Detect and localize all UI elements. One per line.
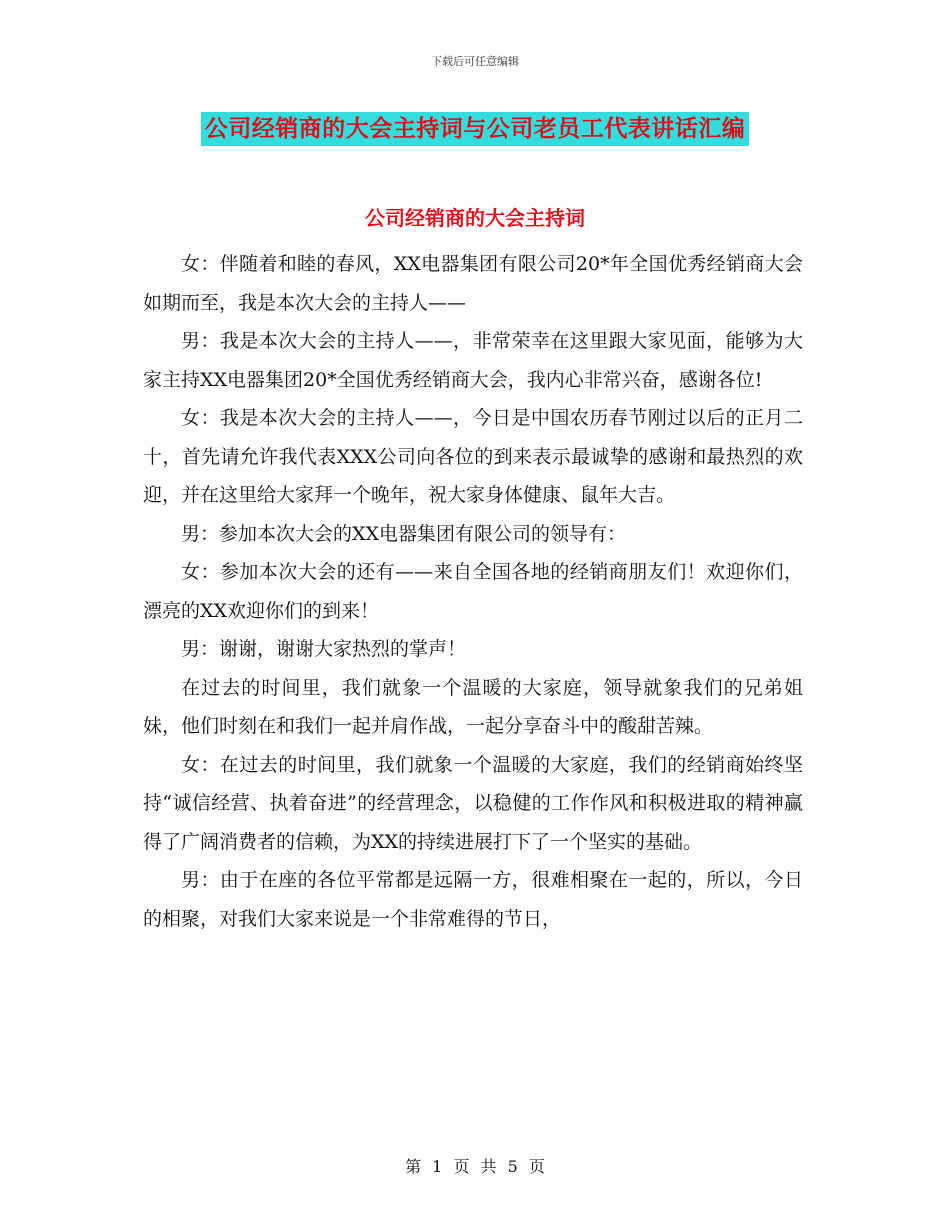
paragraph: 女：参加本次大会的还有——来自全国各地的经销商朋友们！欢迎你们，漂亮的XX欢迎你们的到来！ (143, 561, 803, 622)
document-title: 公司经销商的大会主持词与公司老员工代表讲话汇编 (201, 112, 750, 146)
paragraph: 男：我是本次大会的主持人——，非常荣幸在这里跟大家见面，能够为大家主持XX电器集团20*全国优秀经销商大会，我内心非常兴奋，感谢各位! (143, 330, 803, 391)
paragraph: 女：伴随着和睦的春风，XX电器集团有限公司20*年全国优秀经销商大会如期而至，我是本次大会的主持人—— (143, 253, 803, 314)
paragraph: 女：我是本次大会的主持人——，今日是中国农历春节刚过以后的正月二十，首先请允许我代表XXX公司向各位的到来表示最诚挚的感谢和最热烈的欢迎，并在这里给大家拜一个晚年，祝大家身体健康、鼠年大吉。 (143, 407, 803, 506)
paragraph: 男：由于在座的各位平常都是远隔一方，很难相聚在一起的，所以，今日的相聚，对我们大家来说是一个非常难得的节日， (143, 869, 803, 930)
paragraph: 女：在过去的时间里，我们就象一个温暖的大家庭，我们的经销商始终坚持“诚信经营、执着奋进”的经营理念，以稳健的工作作风和积极进取的精神赢得了广阔消费者的信赖，为XX的持续进展打下了一个坚实的基础。 (143, 753, 803, 853)
paragraph: 在过去的时间里，我们就象一个温暖的大家庭，领导就象我们的兄弟姐妹，他们时刻在和我们一起并肩作战，一起分享奋斗中的酸甜苦辣。 (143, 676, 803, 737)
page-footer: 第 1 页 共 5 页 (405, 1157, 545, 1176)
document-title-container (0, 112, 950, 146)
document-body (143, 245, 803, 938)
paragraph: 男：参加本次大会的XX电器集团有限公司的领导有： (181, 522, 627, 545)
paragraph: 男：谢谢，谢谢大家热烈的掌声！ (181, 638, 467, 660)
section-title: 公司经销商的大会主持词 (365, 206, 585, 230)
header-note: 下载后可任意编辑 (431, 55, 519, 68)
